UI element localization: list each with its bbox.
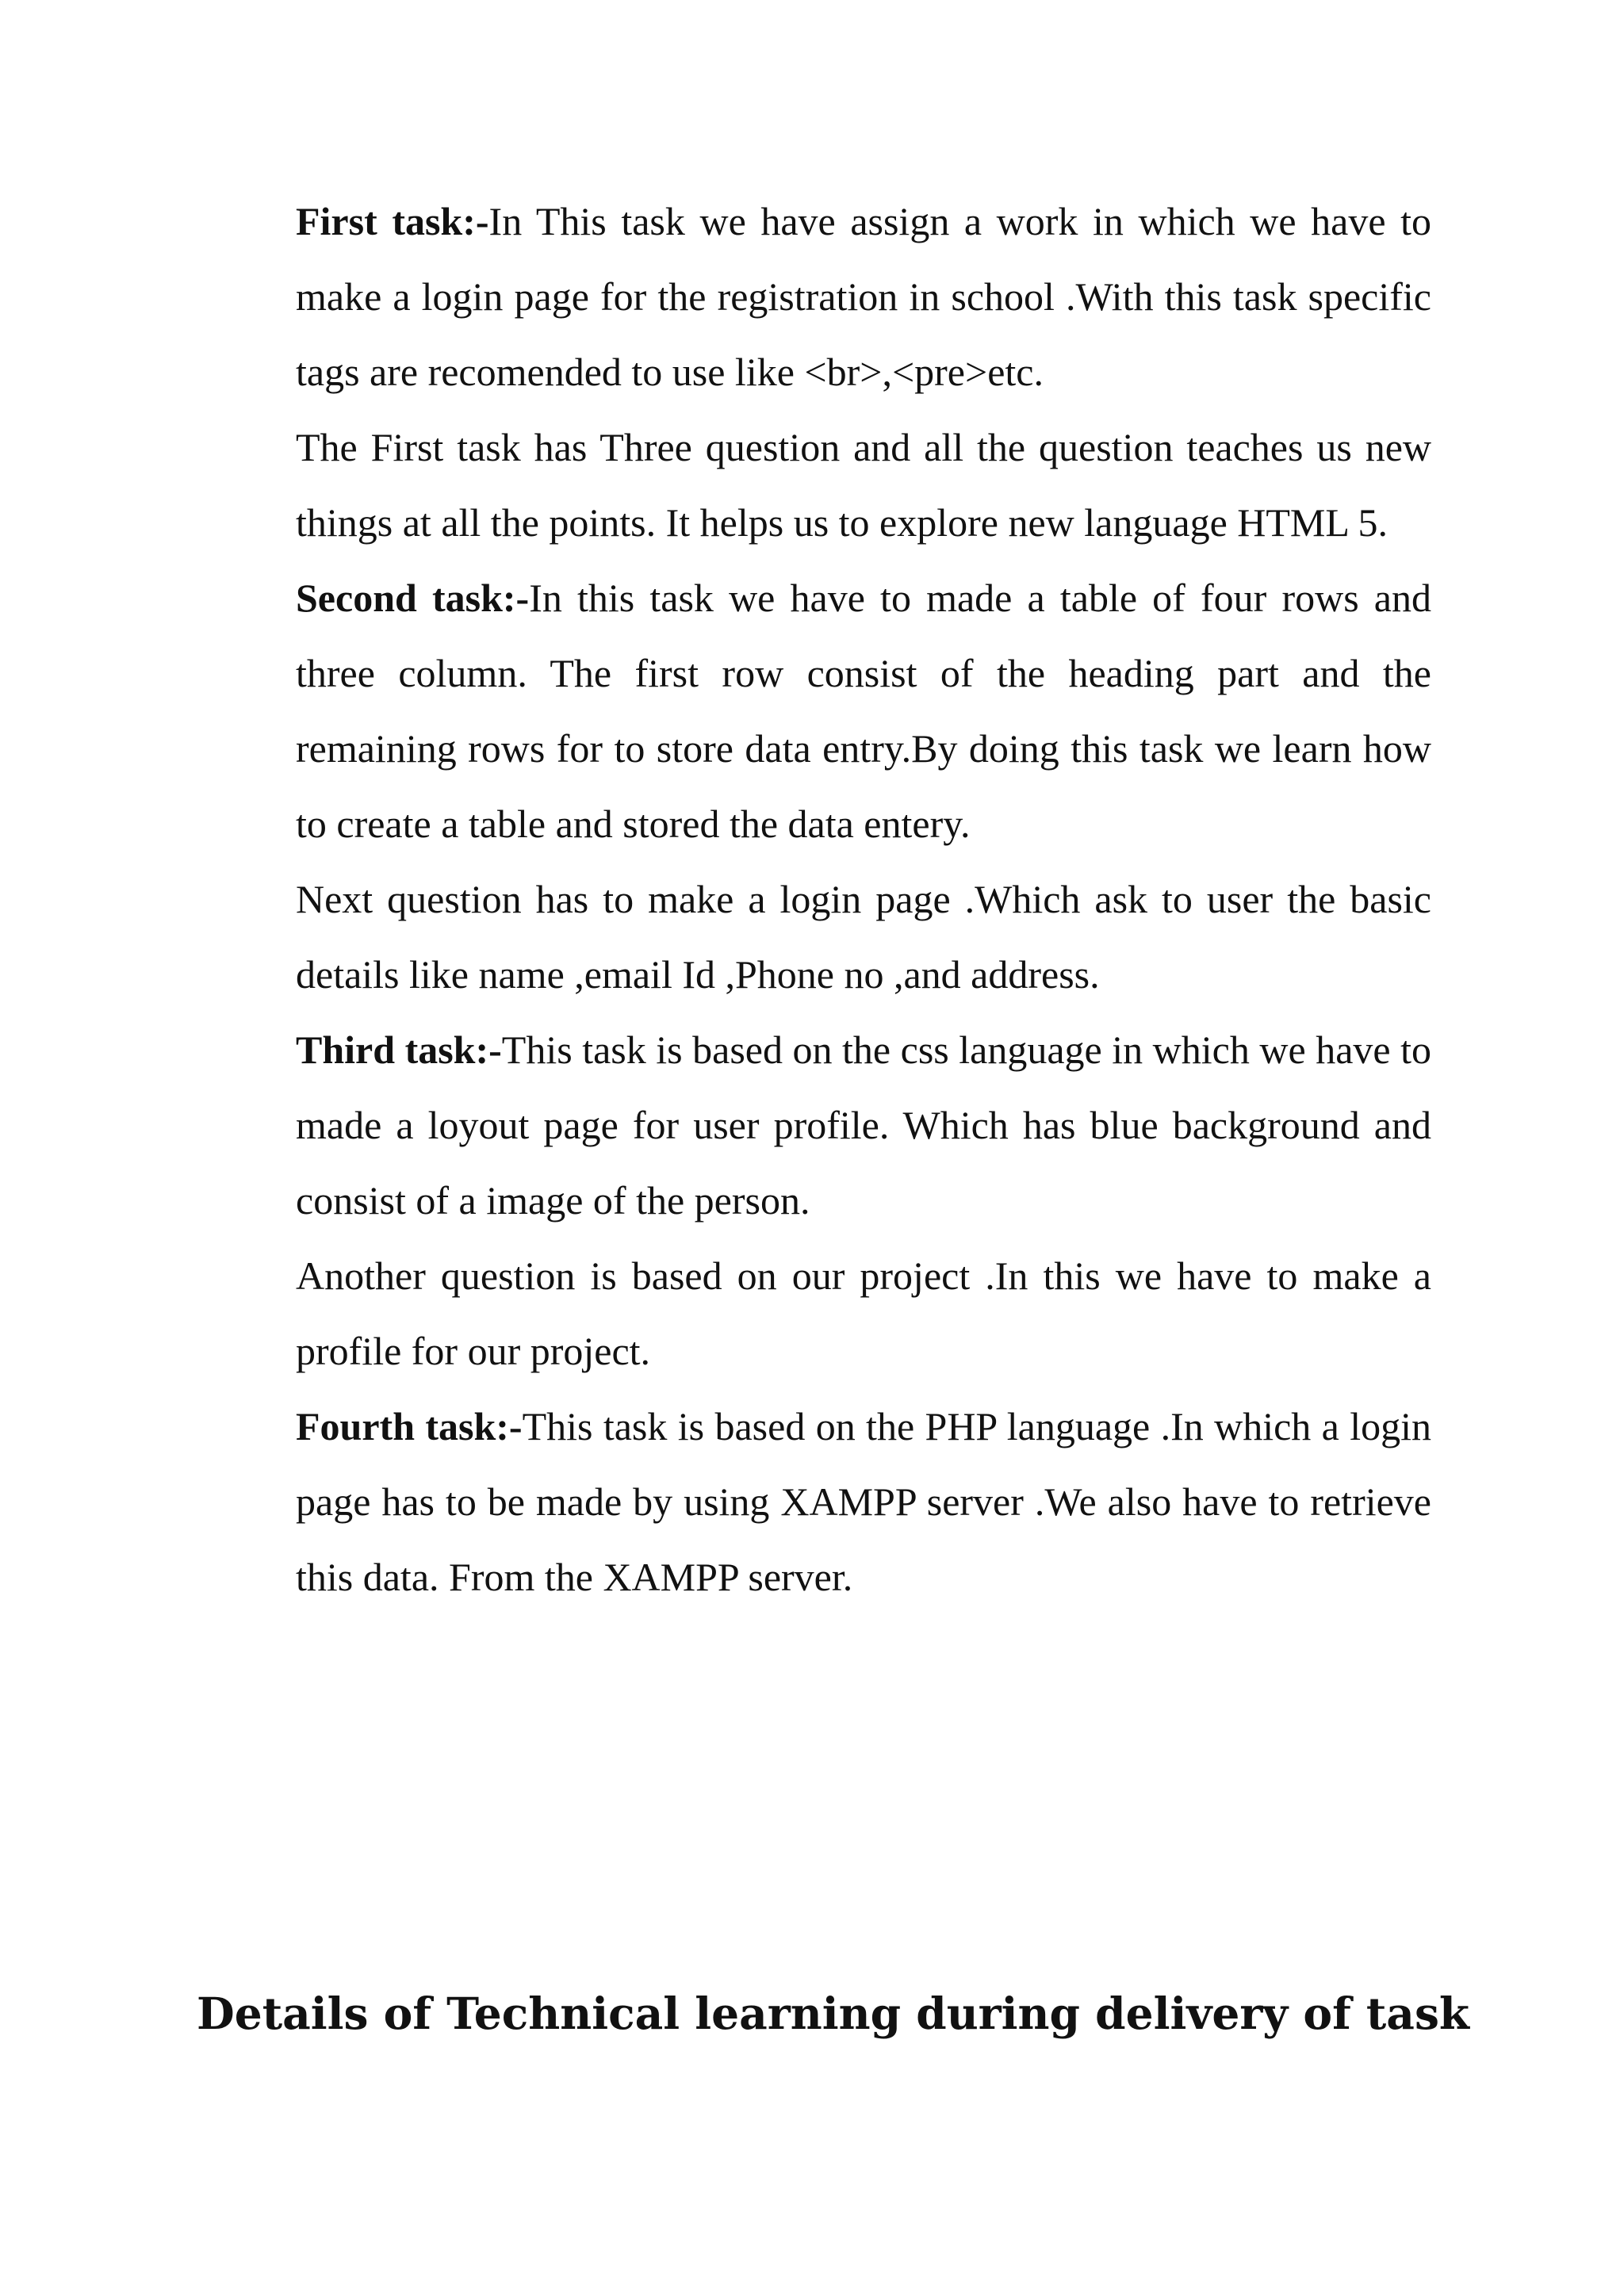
section-heading: Details of Technical learning during delivery of task xyxy=(197,1988,1470,2039)
paragraph-text: In this task we have to made a table of four rows and three column. The first row consist of the heading part and the remaining rows for to store data entry.By doing this task we learn how to create a table and stored the data entery. xyxy=(296,576,1431,846)
paragraph-second-task-detail xyxy=(296,862,1431,1012)
paragraph-text: Next question has to make a login page .Which ask to user the basic details like name ,email Id ,Phone no ,and address. xyxy=(296,877,1431,997)
paragraph-text: The First task has Three question and all the question teaches us new things at all the points. It helps us to explore new language HTML 5. xyxy=(296,425,1431,545)
paragraph-lead: Third task:- xyxy=(296,1027,502,1072)
paragraph-fourth-task xyxy=(296,1389,1431,1615)
paragraph-lead: Second task:- xyxy=(296,576,530,620)
paragraph-lead: Fourth task:- xyxy=(296,1404,523,1448)
paragraph-first-task-detail xyxy=(296,410,1431,561)
paragraph-second-task xyxy=(296,561,1431,862)
paragraph-text: In This task we have assign a work in which we have to make a login page for the registration in school .With this task specific tags are recomended to use like <br>,<pre>etc. xyxy=(296,199,1432,394)
paragraph-text: This task is based on the PHP language .In which a login page has to be made by using XAMPP server .We also have to retrieve this data. From the XAMPP server. xyxy=(296,1404,1431,1599)
paragraph-lead: First task:- xyxy=(296,199,489,243)
paragraph-third-task xyxy=(296,1012,1431,1238)
task-description-body xyxy=(296,184,1431,1615)
paragraph-third-task-detail xyxy=(296,1238,1431,1389)
paragraph-text: This task is based on the css language in which we have to made a loyout page for user profile. Which has blue background and consist of a image of the person. xyxy=(296,1027,1432,1223)
paragraph-text: Another question is based on our project .In this we have to make a profile for our project. xyxy=(296,1253,1431,1373)
paragraph-first-task xyxy=(296,184,1431,410)
